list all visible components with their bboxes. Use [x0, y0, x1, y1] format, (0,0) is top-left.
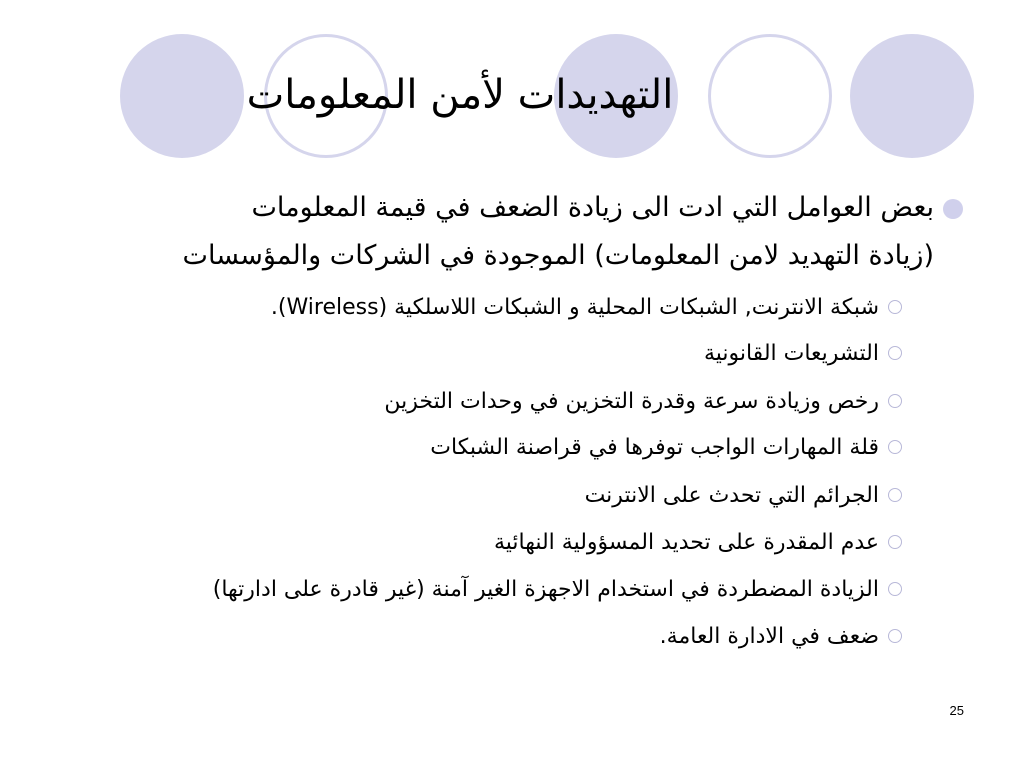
sub-point-text: عدم المقدرة على تحديد المسؤولية النهائية — [493, 530, 879, 555]
sub-point-text: الزيادة المضطردة في استخدام الاجهزة الغير آمنة (غير قادرة على ادارتها) — [212, 577, 879, 602]
sub-point-text: الجرائم التي تحدث على الانترنت — [584, 483, 879, 508]
sub-point-text: التشريعات القانونية — [703, 341, 879, 366]
ring-bullet-icon — [888, 488, 902, 502]
sub-point — [99, 336, 879, 372]
ring-bullet-icon — [888, 582, 902, 596]
sub-point — [99, 572, 879, 608]
filled-bullet-icon — [943, 199, 963, 219]
sub-point-text: قلة المهارات الواجب توفرها في قراصنة الشبكات — [430, 435, 879, 460]
sub-point — [99, 525, 879, 561]
main-bullet-point — [74, 184, 934, 280]
sub-point — [99, 430, 879, 466]
ring-bullet-icon — [888, 394, 902, 408]
sub-point — [99, 384, 879, 420]
page-number: 25 — [949, 703, 964, 718]
ring-bullet-icon — [888, 535, 902, 549]
main-point-line-2: (زيادة التهديد لامن المعلومات) الموجودة في الشركات والمؤسسات — [182, 240, 934, 271]
slide-title: التهديدات لأمن المعلومات — [246, 72, 674, 118]
ring-bullet-icon — [888, 300, 902, 314]
sub-point — [99, 290, 879, 326]
ring-bullet-icon — [888, 629, 902, 643]
sub-point — [99, 619, 879, 655]
sub-point-text: ضعف في الادارة العامة. — [659, 624, 879, 649]
sub-point-text: رخص وزيادة سرعة وقدرة التخزين في وحدات التخزين — [384, 389, 879, 414]
decor-circle-5 — [850, 34, 974, 158]
main-point-line-1: بعض العوامل التي ادت الى زيادة الضعف في قيمة المعلومات — [251, 192, 934, 223]
ring-bullet-icon — [888, 346, 902, 360]
sub-point-text: شبكة الانترنت, الشبكات المحلية و الشبكات اللاسلكية (Wireless). — [270, 295, 879, 320]
sub-point — [99, 478, 879, 514]
ring-bullet-icon — [888, 440, 902, 454]
